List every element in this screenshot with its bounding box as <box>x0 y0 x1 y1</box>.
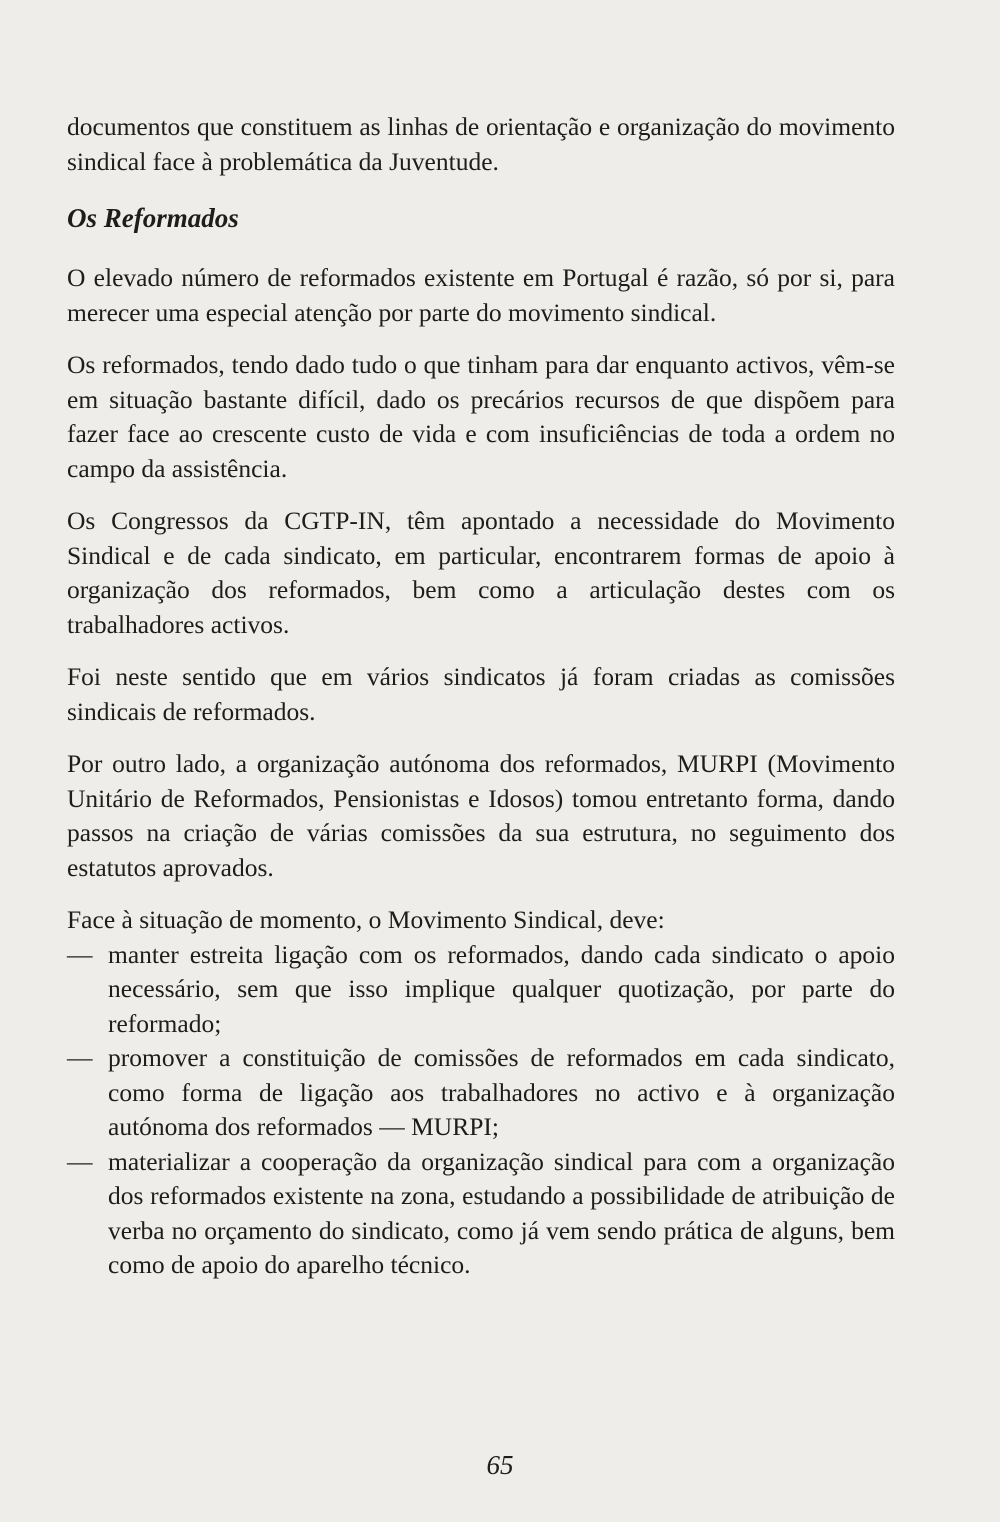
list-item <box>67 1145 895 1283</box>
list-item <box>67 938 895 1042</box>
page-number: 65 <box>486 1450 514 1480</box>
paragraph-4: Foi neste sentido que em vários sindicatos já foram criadas as comissões sindicais de reformados. <box>67 662 895 726</box>
paragraph-5: Por outro lado, a organização autónoma dos reformados, MURPI (Movimento Unitário de Reformados, Pensionistas e Idosos) tomou entretanto forma, dando passos na criação de várias comissões da sua estrutura, no seguimento dos estatutos aprovados. <box>67 749 895 882</box>
paragraph-3: Os Congressos da CGTP-IN, têm apontado a necessidade do Movimento Sindical e de cada sindicato, em particular, encontrarem formas de apoio à organização dos reformados, bem como a articulação destes com os trabalhadores activos. <box>67 506 895 639</box>
list-item-text: promover a constituição de comissões de reformados em cada sindicato, como forma de ligação aos trabalhadores no activo e à organização autónoma dos reformados — MURPI; <box>108 1043 895 1141</box>
paragraph-continuation: documentos que constituem as linhas de orientação e organização do movimento sindical face à problemática da Juventude. <box>67 112 895 176</box>
list-item-text: manter estreita ligação com os reformados, dando cada sindicato o apoio necessário, sem que isso implique qualquer quotização, por parte do reformado; <box>108 939 895 1038</box>
page-body <box>67 110 895 1283</box>
paragraph-1: O elevado número de reformados existente em Portugal é razão, só por si, para merecer uma especial atenção por parte do movimento sindical. <box>67 263 895 327</box>
dash-marker: — <box>67 939 93 969</box>
dash-marker: — <box>67 1146 93 1176</box>
list-item <box>67 1041 895 1145</box>
list-intro: Face à situação de momento, o Movimento Sindical, deve: <box>67 905 665 934</box>
list-item-text: materializar a cooperação da organização sindical para com a organização dos reformados existente na zona, estudando a possibilidade de atribuição de verba no orçamento do sindicato, como já vem sendo prática de alguns, bem como de apoio do aparelho técnico. <box>108 1146 895 1279</box>
paragraph-2: Os reformados, tendo dado tudo o que tinham para dar enquanto activos, vêm-se em situação bastante difícil, dado os precários recursos de que dispõem para fazer face ao crescente custo de vida e com insuficiências de toda a ordem no campo da assistência. <box>67 350 895 483</box>
recommendations-list <box>67 938 895 1283</box>
dash-marker: — <box>67 1043 93 1072</box>
section-heading: Os Reformados <box>67 203 239 233</box>
